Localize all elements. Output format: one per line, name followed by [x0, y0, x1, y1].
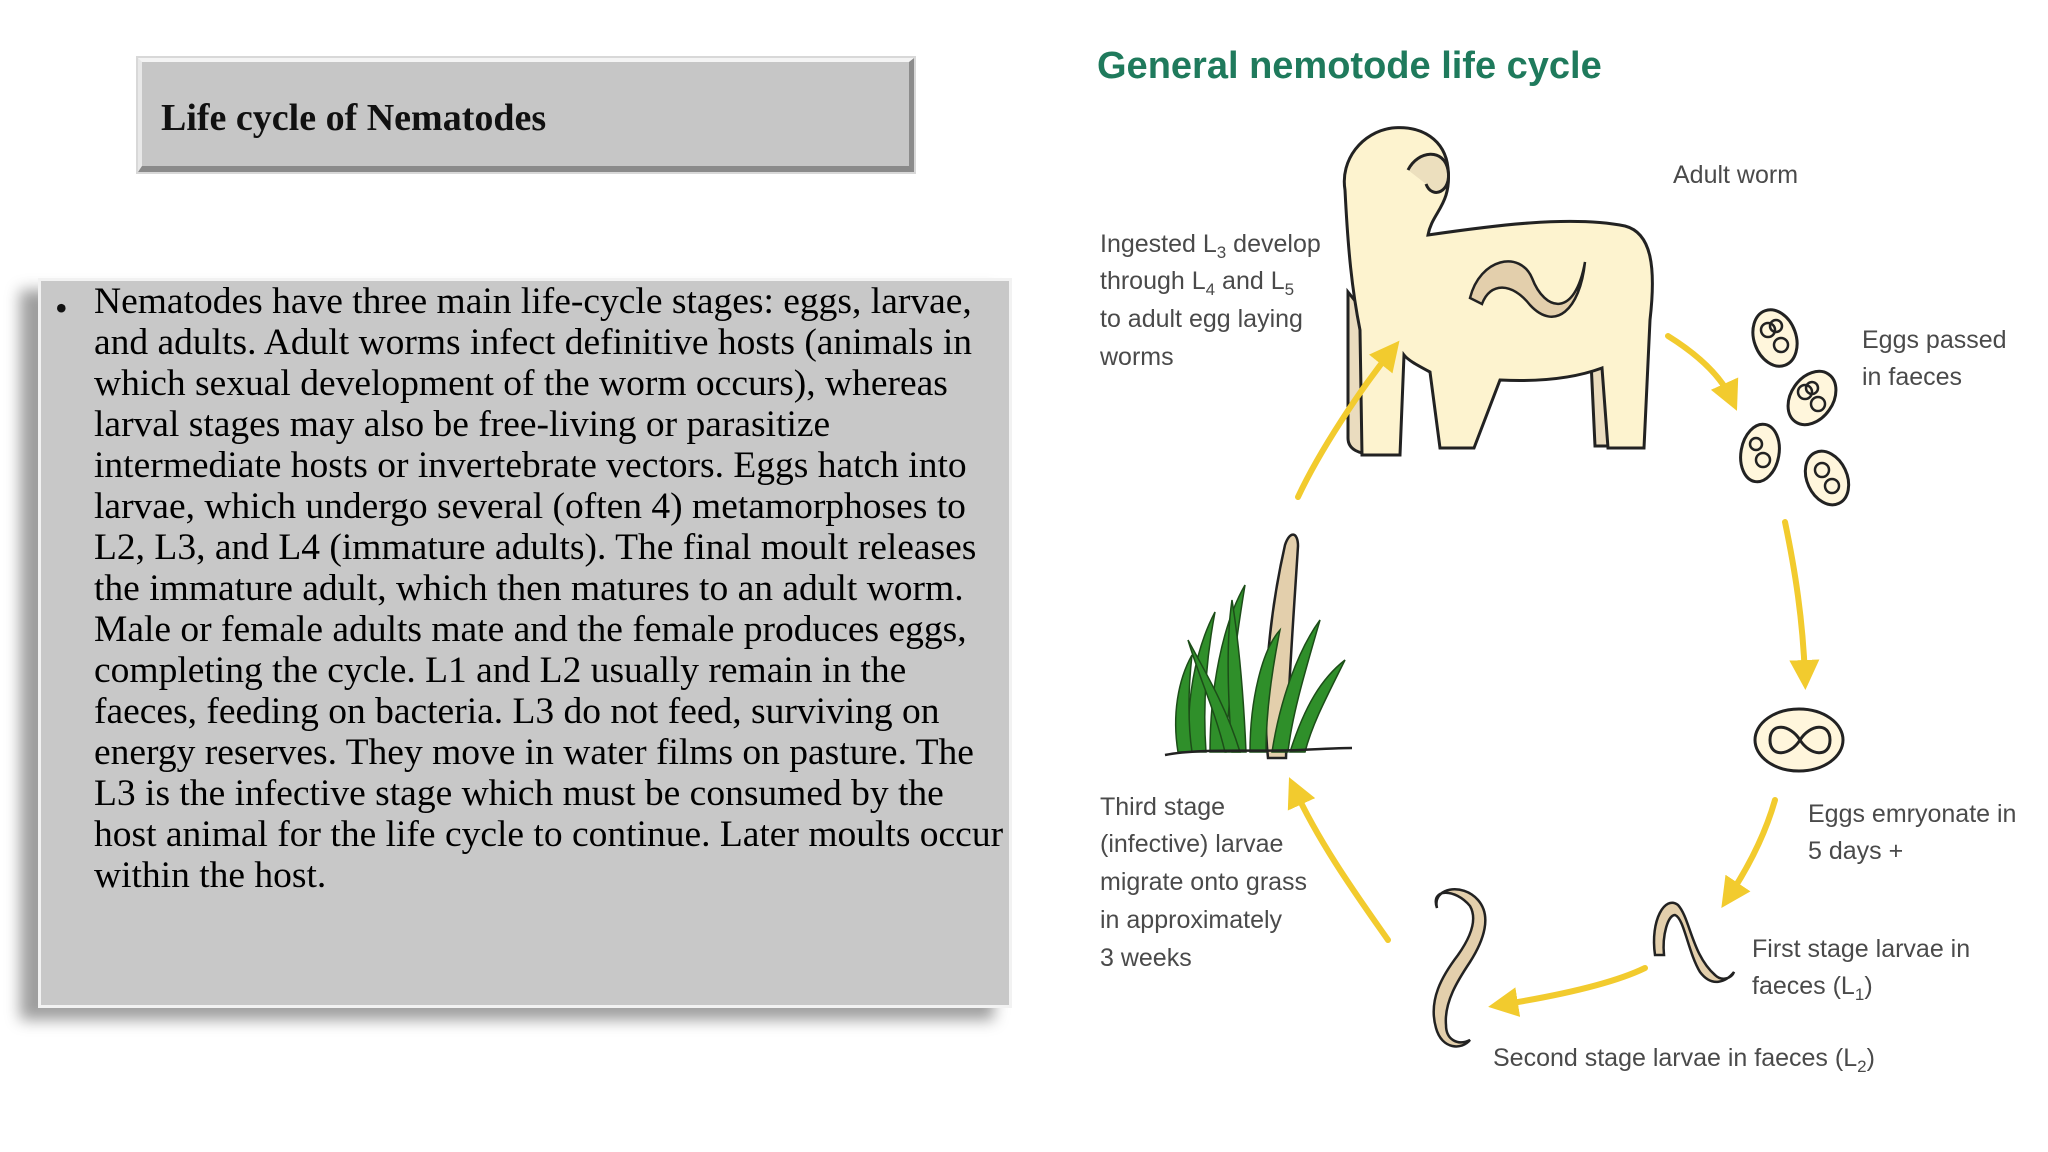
second-stage-larva-icon — [1434, 889, 1486, 1046]
diagram-title: General nemotode life cycle — [1097, 45, 1602, 87]
svg-text:worms: worms — [1100, 343, 1174, 371]
slide-title: Life cycle of Nematodes — [161, 97, 547, 139]
svg-text:Eggs passed: Eggs passed — [1862, 326, 2007, 354]
svg-text:in approximately: in approximately — [1100, 906, 1283, 934]
svg-text:to adult egg laying: to adult egg laying — [1100, 305, 1303, 333]
embryonated-egg-icon — [1755, 709, 1843, 771]
label-eggs-passed — [1862, 326, 2007, 391]
label-eggs-embryonate — [1808, 800, 2016, 865]
bullet-icon: • — [55, 288, 68, 328]
svg-text:First stage larvae in: First stage larvae in — [1752, 935, 1971, 963]
label-adult-worm: Adult worm — [1673, 161, 1799, 189]
svg-text:3 weeks: 3 weeks — [1100, 944, 1192, 972]
svg-text:Third stage: Third stage — [1100, 793, 1226, 821]
slide-title-box — [138, 58, 914, 172]
svg-text:in faeces: in faeces — [1862, 363, 1963, 391]
first-stage-larva-icon — [1654, 903, 1734, 982]
label-ingested — [1099, 230, 1321, 371]
svg-text:5 days +: 5 days + — [1808, 837, 1904, 865]
life-cycle-diagram — [1060, 0, 2048, 1152]
svg-text:Ingested L3 develop: Ingested $L_3$ develop — [1100, 230, 1321, 262]
host-sheep-icon — [1344, 128, 1652, 455]
eggs-icon — [1736, 304, 1857, 512]
svg-text:through L4 and L5: through $L_4$ and $L_5$ — [1100, 267, 1295, 299]
label-first-stage — [1752, 935, 1970, 1004]
svg-text:Eggs emryonate in: Eggs emryonate in — [1808, 800, 2017, 828]
label-third-stage — [1100, 793, 1307, 972]
svg-text:faeces (L1): faeces $(L_1)$ — [1752, 972, 1873, 1004]
text-panel — [38, 278, 1012, 1008]
label-second-stage: Second stage larvae in faeces $(L_2)$ — [1493, 1044, 1875, 1076]
bullet-text: Nematodes have three main life-cycle stages: eggs, larvae, and adults. Adult worms infect definitive hosts (animals in which sexual development of the worm occurs), whereas larval stages may also be free-living or parasitize intermediate hosts or invertebrate vectors. Eggs hatch into larvae, which undergo several (often 4) metamorphoses to L2, L3, and L4 (immature adults). The final moult releases the immature adult, which then matures to an adult worm. Male or female adults mate and the female produces eggs, completing the cycle. L1 and L2 usually remain in the faeces, feeding on bacteria. L3 do not feed, surviving on energy reserves. They move in water films on pasture. The L3 is the infective stage which must be consumed by the host animal for the life cycle to continue. Later moults occur within the host. — [94, 281, 1004, 896]
svg-text:migrate onto grass: migrate onto grass — [1100, 868, 1308, 896]
grass-with-larva-icon — [1165, 535, 1352, 758]
svg-text:(infective) larvae: (infective) larvae — [1100, 830, 1284, 858]
